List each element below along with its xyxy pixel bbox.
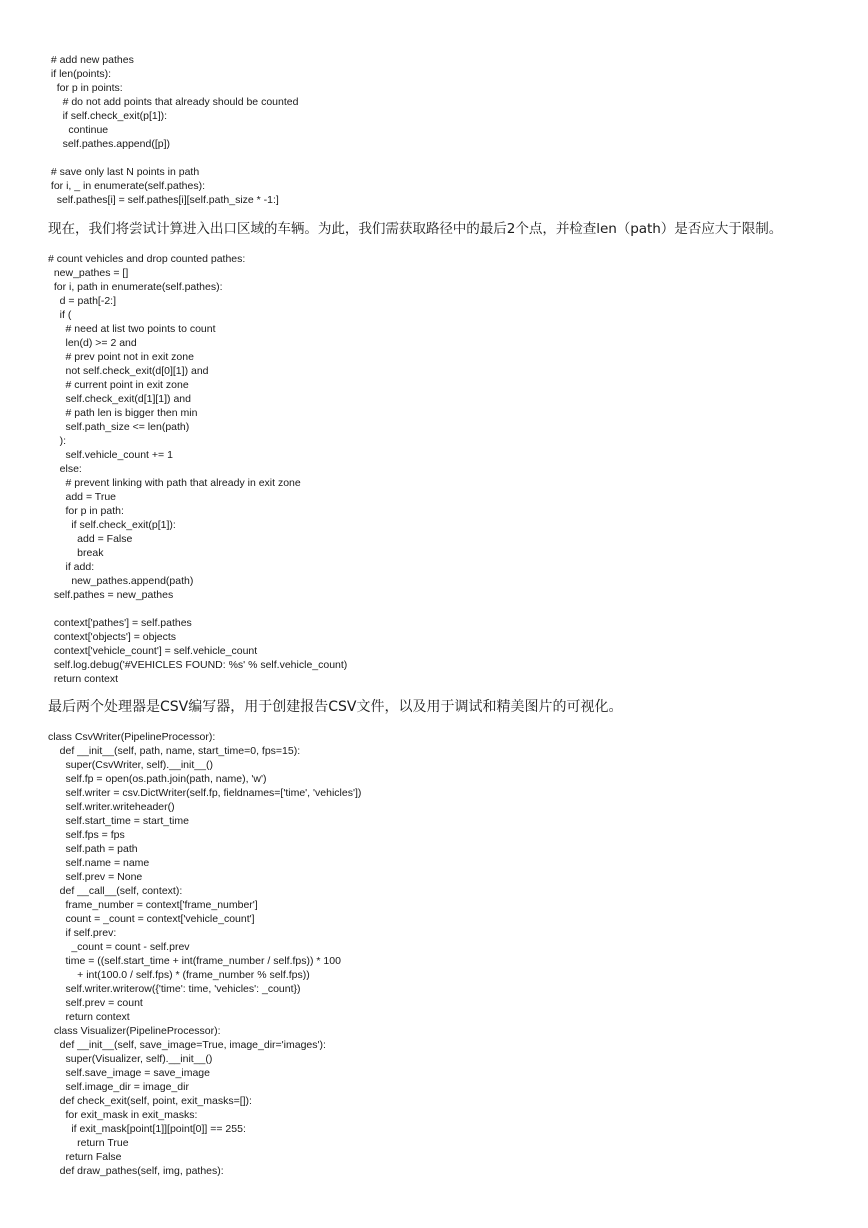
- code-line: break: [48, 547, 104, 559]
- code-line: self.fp = open(os.path.join(path, name), 'w'): [48, 773, 267, 785]
- code-line: add = True: [48, 491, 116, 503]
- code-line: class Visualizer(PipelineProcessor):: [48, 1025, 221, 1037]
- code-line: context['objects'] = objects: [48, 631, 177, 643]
- code-line: [48, 151, 848, 165]
- code-line: self.writer = csv.DictWriter(self.fp, fieldnames=['time', 'vehicles']): [48, 787, 362, 799]
- code-line: # count vehicles and drop counted pathes:: [48, 253, 246, 265]
- code-line: continue: [48, 124, 109, 136]
- code-line: frame_number = context['frame_number']: [48, 899, 258, 911]
- code-line: new_pathes = []: [48, 267, 129, 279]
- code-line: not self.check_exit(d[0][1]) and: [48, 365, 209, 377]
- code-line: return context: [48, 1011, 130, 1023]
- code-line: # need at list two points to count: [48, 323, 216, 335]
- code-line: if len(points):: [48, 68, 112, 80]
- code-line: if self.prev:: [48, 927, 117, 939]
- paragraph-count-vehicles: 现在，我们将尝试计算进入出口区域的车辆。为此，我们需获取路径中的最后2个点，并检查len（path）是否应大于限制。: [48, 221, 783, 237]
- code-line: def __init__(self, path, name, start_time=0, fps=15):: [48, 745, 301, 757]
- code-line: self.path_size <= len(path): [48, 421, 190, 433]
- code-line: super(Visualizer, self).__init__(): [48, 1053, 213, 1065]
- code-line: self.start_time = start_time: [48, 815, 189, 827]
- code-line: self.vehicle_count += 1: [48, 449, 173, 461]
- code-line: # add new pathes: [48, 54, 134, 66]
- code-line: self.check_exit(d[1][1]) and: [48, 393, 191, 405]
- code-line: count = _count = context['vehicle_count']: [48, 913, 255, 925]
- code-line: if self.check_exit(p[1]):: [48, 519, 176, 531]
- code-line: self.pathes = new_pathes: [48, 589, 174, 601]
- code-line: time = ((self.start_time + int(frame_number / self.fps)) * 100: [48, 955, 341, 967]
- code-line: + int(100.0 / self.fps) * (frame_number % self.fps)): [48, 969, 310, 981]
- code-line: self.prev = count: [48, 997, 143, 1009]
- code-line: ):: [48, 435, 67, 447]
- code-line: self.path = path: [48, 843, 138, 855]
- code-line: super(CsvWriter, self).__init__(): [48, 759, 213, 771]
- code-block-count-vehicles: [48, 252, 848, 686]
- code-line: def check_exit(self, point, exit_masks=[]):: [48, 1095, 252, 1107]
- code-line: class CsvWriter(PipelineProcessor):: [48, 731, 216, 743]
- paragraph-csv-writer: 最后两个处理器是CSV编写器，用于创建报告CSV文件，以及用于调试和精美图片的可视化。: [48, 699, 623, 715]
- code-line: new_pathes.append(path): [48, 575, 194, 587]
- code-line: def draw_pathes(self, img, pathes):: [48, 1165, 224, 1177]
- code-line: [48, 602, 848, 616]
- code-line: self.name = name: [48, 857, 150, 869]
- code-line: d = path[-2:]: [48, 295, 116, 307]
- code-line: self.log.debug('#VEHICLES FOUND: %s' % self.vehicle_count): [48, 659, 348, 671]
- code-line: # path len is bigger then min: [48, 407, 198, 419]
- code-line: self.writer.writeheader(): [48, 801, 175, 813]
- code-line: return context: [48, 673, 119, 685]
- code-line: # prevent linking with path that already in exit zone: [48, 477, 301, 489]
- code-line: for p in path:: [48, 505, 124, 517]
- code-line: if (: [48, 309, 72, 321]
- code-line: return False: [48, 1151, 122, 1163]
- code-line: self.pathes[i] = self.pathes[i][self.path_size * -1:]: [48, 194, 279, 206]
- code-line: def __init__(self, save_image=True, image_dir='images'):: [48, 1039, 326, 1051]
- code-line: self.pathes.append([p]): [48, 138, 170, 150]
- code-line: self.save_image = save_image: [48, 1067, 210, 1079]
- code-line: if exit_mask[point[1]][point[0]] == 255:: [48, 1123, 246, 1135]
- code-line: context['vehicle_count'] = self.vehicle_count: [48, 645, 258, 657]
- code-block-add-pathes: [48, 53, 848, 207]
- code-line: add = False: [48, 533, 133, 545]
- code-line: context['pathes'] = self.pathes: [48, 617, 192, 629]
- code-line: len(d) >= 2 and: [48, 337, 137, 349]
- code-line: if add:: [48, 561, 95, 573]
- code-line: # prev point not in exit zone: [48, 351, 194, 363]
- code-block-csv-writer-visualizer: [48, 730, 848, 1178]
- code-line: self.prev = None: [48, 871, 143, 883]
- code-line: self.fps = fps: [48, 829, 125, 841]
- code-line: self.writer.writerow({'time': time, 'vehicles': _count}): [48, 983, 301, 995]
- code-line: self.image_dir = image_dir: [48, 1081, 189, 1093]
- code-line: else:: [48, 463, 82, 475]
- code-line: def __call__(self, context):: [48, 885, 183, 897]
- code-line: return True: [48, 1137, 129, 1149]
- code-line: for i, path in enumerate(self.pathes):: [48, 281, 223, 293]
- code-line: # current point in exit zone: [48, 379, 189, 391]
- code-line: # save only last N points in path: [48, 166, 200, 178]
- code-line: for p in points:: [48, 82, 123, 94]
- code-line: _count = count - self.prev: [48, 941, 190, 953]
- code-line: # do not add points that already should be counted: [48, 96, 299, 108]
- code-line: if self.check_exit(p[1]):: [48, 110, 168, 122]
- code-line: for i, _ in enumerate(self.pathes):: [48, 180, 205, 192]
- code-line: for exit_mask in exit_masks:: [48, 1109, 198, 1121]
